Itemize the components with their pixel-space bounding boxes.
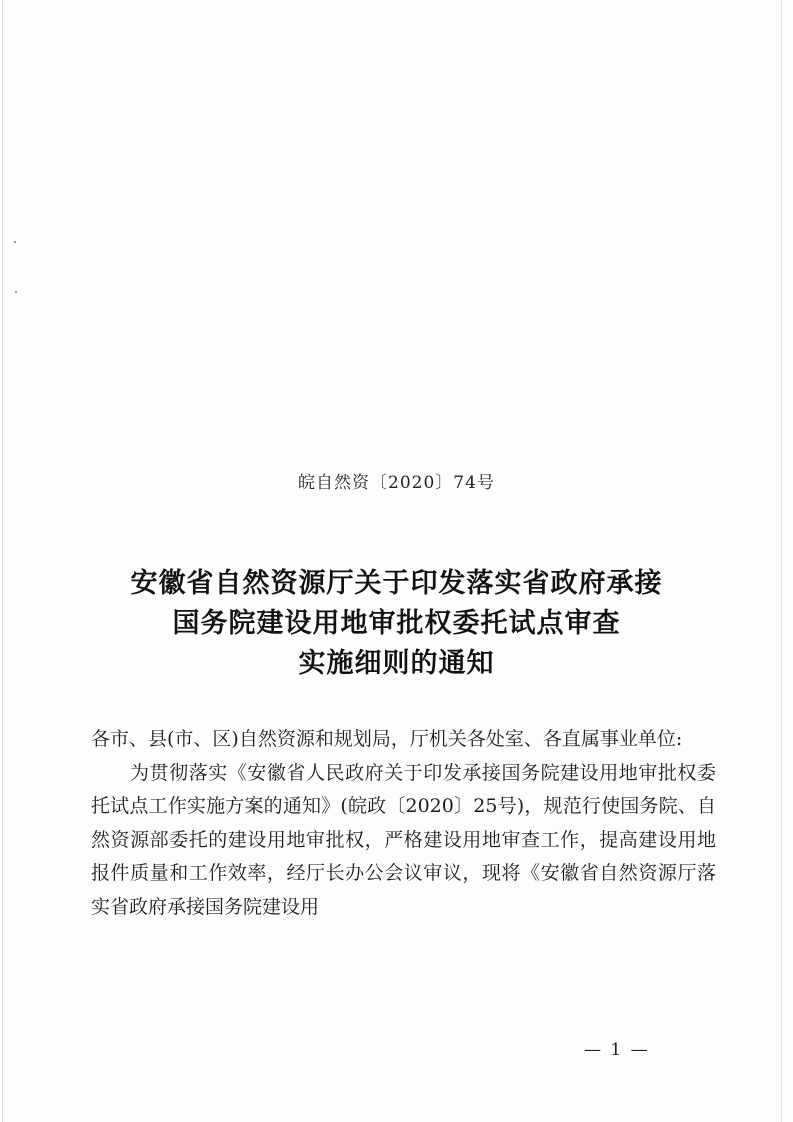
scan-edge-right	[781, 0, 782, 1122]
scan-speck	[15, 291, 17, 293]
title-line-1: 安徽省自然资源厅关于印发落实省政府承接	[130, 568, 663, 599]
title-line-2: 国务院建设用地审批权委托试点审查	[172, 608, 621, 639]
title-line-3: 实施细则的通知	[298, 648, 495, 679]
addressee: 各市、县(市、区)自然资源和规划局，厅机关各处室、各直属事业单位:	[91, 728, 683, 750]
scan-speck	[14, 241, 16, 243]
page-number: — 1 —	[584, 1040, 650, 1060]
body-paragraph: 为贯彻落实《安徽省人民政府关于印发承接国务院建设用地审批权委托试点工作实施方案的通知》(皖政〔2020〕25号)，规范行使国务院、自然资源部委托的建设用地审批权，严格建设用地审查工作，提高建设用地报件质量和工作效率，经厅长办公会议审议，现将《安徽省自然资源厅落实省政府承接国务院建设用	[91, 761, 716, 918]
document-number: 皖自然资〔2020〕74号	[298, 473, 495, 493]
scan-edge-left	[2, 0, 3, 1122]
document-body	[91, 723, 716, 924]
document-title	[0, 564, 793, 684]
